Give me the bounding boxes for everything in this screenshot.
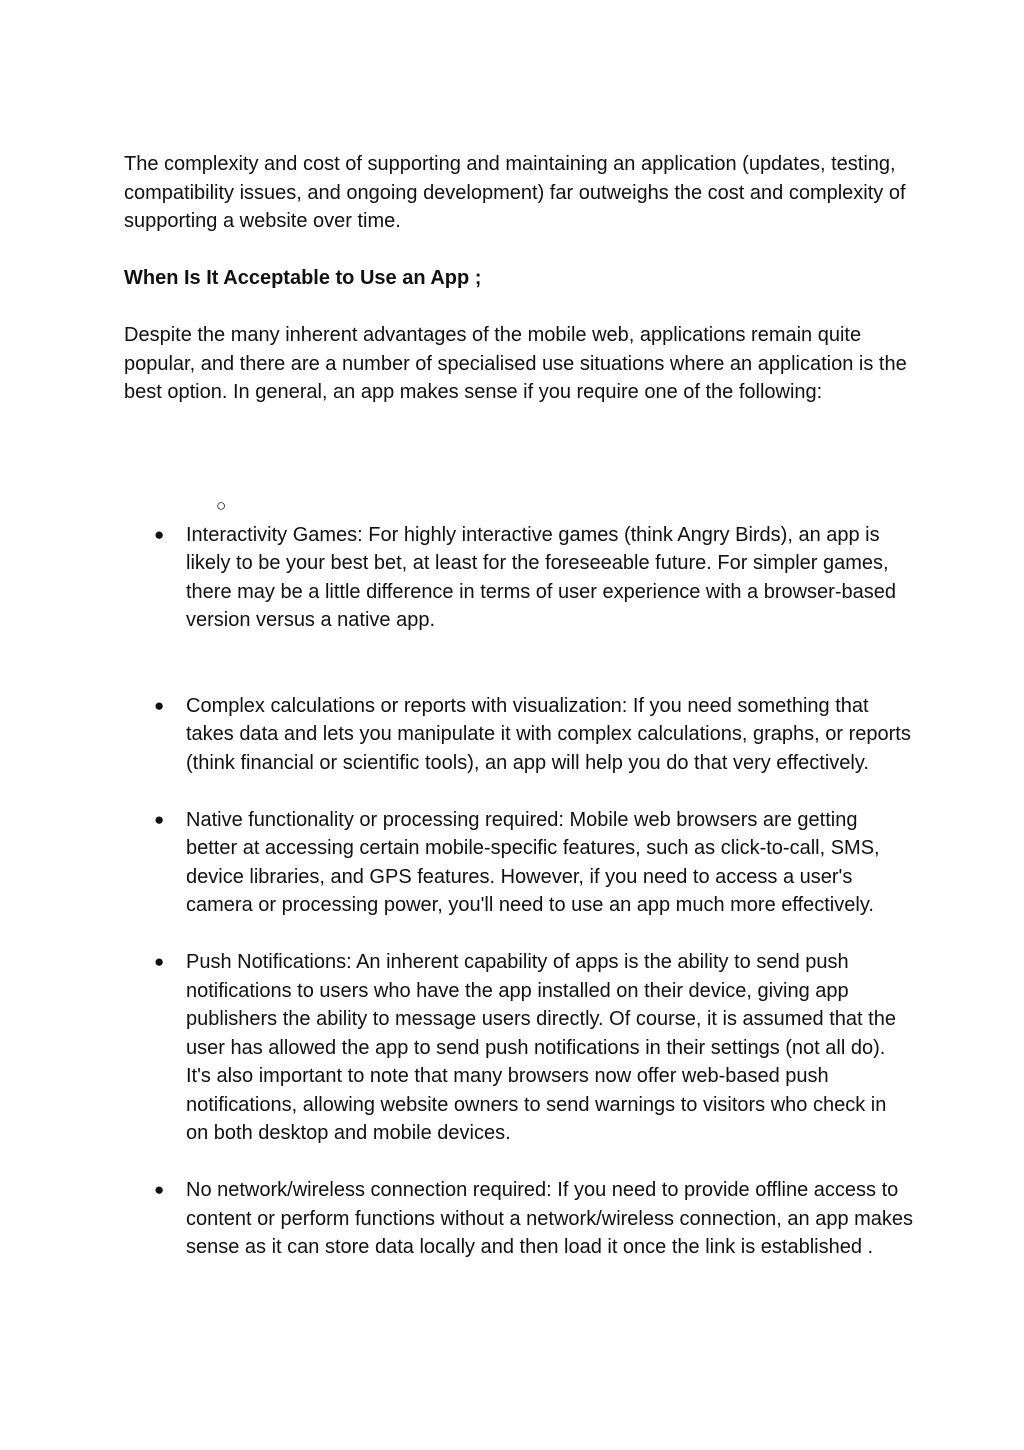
list-item-text: Complex calculations or reports with visualization: If you need something that takes data and lets you manipulate it with complex calculations, graphs, or reports (think financial or scientific tools), an app will help you do that very effectively. [186, 694, 911, 774]
list-item [124, 1176, 914, 1262]
bullet-icon: ● [154, 1180, 165, 1199]
bullet-icon: ● [154, 524, 165, 544]
section-heading: When Is It Acceptable to Use an App ; [124, 267, 482, 289]
list-item [124, 806, 914, 920]
hollow-circle-icon: ○ [216, 496, 227, 515]
list-item-text: Push Notifications: An inherent capability of apps is the ability to send push notifications to users who have the app installed on their device, giving app publishers the ability to message users directly. Of course, it is assumed that the user has allowed the app to send push notifications in their settings (not all do). It's also important to note that many browsers now offer web-based push notifications, allowing website owners to send warnings to visitors who check in on both desktop and mobile devices. [186, 951, 896, 1144]
document-page [124, 150, 914, 1290]
list-item-text: No network/wireless connection required: If you need to provide offline access to content or perform functions without a network/wireless connection, an app makes sense as it can store data locally and then load it once the link is established . [186, 1179, 914, 1258]
bullet-list [124, 521, 914, 1262]
intro-paragraph: The complexity and cost of supporting and maintaining an application (updates, testing, compatibility issues, and ongoing development) far outweighs the cost and complexity of supporting a website over time. [124, 153, 906, 232]
empty-sub-bullet [216, 492, 914, 521]
list-item [124, 521, 914, 635]
context-paragraph: Despite the many inherent advantages of the mobile web, applications remain quite popular, and there are a number of specialised use situations where an application is the best option. In general, an app makes sense if you require one of the following: [124, 324, 907, 403]
bullet-icon: ● [154, 809, 165, 829]
spacer [124, 435, 914, 492]
list-item [124, 948, 914, 1148]
bullet-icon: ● [154, 695, 165, 715]
list-item-text: Interactivity Games: For highly interactive games (think Angry Birds), an app is likely to be your best bet, at least for the foreseeable future. For simpler games, there may be a little difference in terms of user experience with a browser-based version versus a native app. [186, 523, 896, 631]
list-item-text: Native functionality or processing required: Mobile web browsers are getting better at accessing certain mobile-specific features, such as click-to-call, SMS, device libraries, and GPS features. However, if you need to access a user's camera or processing power, you'll need to use an app much more effectively. [186, 808, 880, 916]
list-item [124, 692, 914, 778]
bullet-icon: ● [154, 952, 165, 971]
